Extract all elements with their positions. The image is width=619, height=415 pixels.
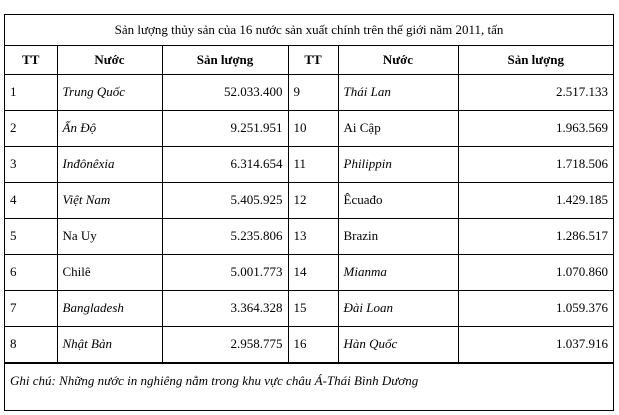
- table-row: [5, 326, 613, 362]
- output-value-cell: 2.517.133: [458, 74, 613, 110]
- table-row: [5, 254, 613, 290]
- output-value-cell: 5.001.773: [162, 254, 288, 290]
- production-table-document: [4, 14, 614, 411]
- header-country-left: Nước: [57, 46, 162, 74]
- row-number-cell: 9: [288, 74, 338, 110]
- table-wrapper: [5, 46, 613, 364]
- country-name-cell: Êcuađo: [338, 182, 458, 218]
- output-value-cell: 1.059.376: [458, 290, 613, 326]
- country-name-cell: Ai Cập: [338, 110, 458, 146]
- row-number-cell: 8: [5, 326, 57, 362]
- country-name-cell: Hàn Quốc: [338, 326, 458, 362]
- table-row: [5, 218, 613, 254]
- row-number-cell: 13: [288, 218, 338, 254]
- row-number-cell: 7: [5, 290, 57, 326]
- header-country-right: Nước: [338, 46, 458, 74]
- header-output-left: Sản lượng: [162, 46, 288, 74]
- country-name-cell: Việt Nam: [57, 182, 162, 218]
- row-number-cell: 16: [288, 326, 338, 362]
- row-number-cell: 4: [5, 182, 57, 218]
- country-name-cell: Philippin: [338, 146, 458, 182]
- row-number-cell: 11: [288, 146, 338, 182]
- output-value-cell: 1.286.517: [458, 218, 613, 254]
- header-row: [5, 46, 613, 74]
- output-value-cell: 3.364.328: [162, 290, 288, 326]
- row-number-cell: 12: [288, 182, 338, 218]
- output-value-cell: 1.963.569: [458, 110, 613, 146]
- output-value-cell: 2.958.775: [162, 326, 288, 362]
- output-value-cell: 1.429.185: [458, 182, 613, 218]
- table-row: [5, 110, 613, 146]
- country-name-cell: Trung Quốc: [57, 74, 162, 110]
- row-number-cell: 6: [5, 254, 57, 290]
- table-title: Sản lượng thủy sản của 16 nước sản xuất chính trên thế giới năm 2011, tấn: [5, 15, 613, 46]
- output-value-cell: 1.037.916: [458, 326, 613, 362]
- country-name-cell: Ấn Độ: [57, 110, 162, 146]
- output-value-cell: 5.235.806: [162, 218, 288, 254]
- output-value-cell: 9.251.951: [162, 110, 288, 146]
- country-name-cell: Nhật Bản: [57, 326, 162, 362]
- table-body: [5, 74, 613, 362]
- row-number-cell: 3: [5, 146, 57, 182]
- country-name-cell: Na Uy: [57, 218, 162, 254]
- country-name-cell: Bangladesh: [57, 290, 162, 326]
- footnote: Ghi chú: Những nước in nghiêng nằm trong khu vực châu Á-Thái Bình Dương: [10, 372, 419, 388]
- row-number-cell: 14: [288, 254, 338, 290]
- table-row: [5, 182, 613, 218]
- row-number-cell: 1: [5, 74, 57, 110]
- output-value-cell: 5.405.925: [162, 182, 288, 218]
- country-name-cell: Brazin: [338, 218, 458, 254]
- country-name-cell: Chilê: [57, 254, 162, 290]
- row-number-cell: 2: [5, 110, 57, 146]
- country-name-cell: Thái Lan: [338, 74, 458, 110]
- header-tt-left: TT: [5, 46, 57, 74]
- row-number-cell: 10: [288, 110, 338, 146]
- header-tt-right: TT: [288, 46, 338, 74]
- table-row: [5, 146, 613, 182]
- country-name-cell: Đài Loan: [338, 290, 458, 326]
- output-value-cell: 6.314.654: [162, 146, 288, 182]
- fish-production-table: [5, 46, 613, 363]
- row-number-cell: 15: [288, 290, 338, 326]
- country-name-cell: Inđônêxia: [57, 146, 162, 182]
- header-output-right: Sản lượng: [458, 46, 613, 74]
- country-name-cell: Mianma: [338, 254, 458, 290]
- row-number-cell: 5: [5, 218, 57, 254]
- output-value-cell: 1.718.506: [458, 146, 613, 182]
- output-value-cell: 1.070.860: [458, 254, 613, 290]
- table-row: [5, 74, 613, 110]
- output-value-cell: 52.033.400: [162, 74, 288, 110]
- table-row: [5, 290, 613, 326]
